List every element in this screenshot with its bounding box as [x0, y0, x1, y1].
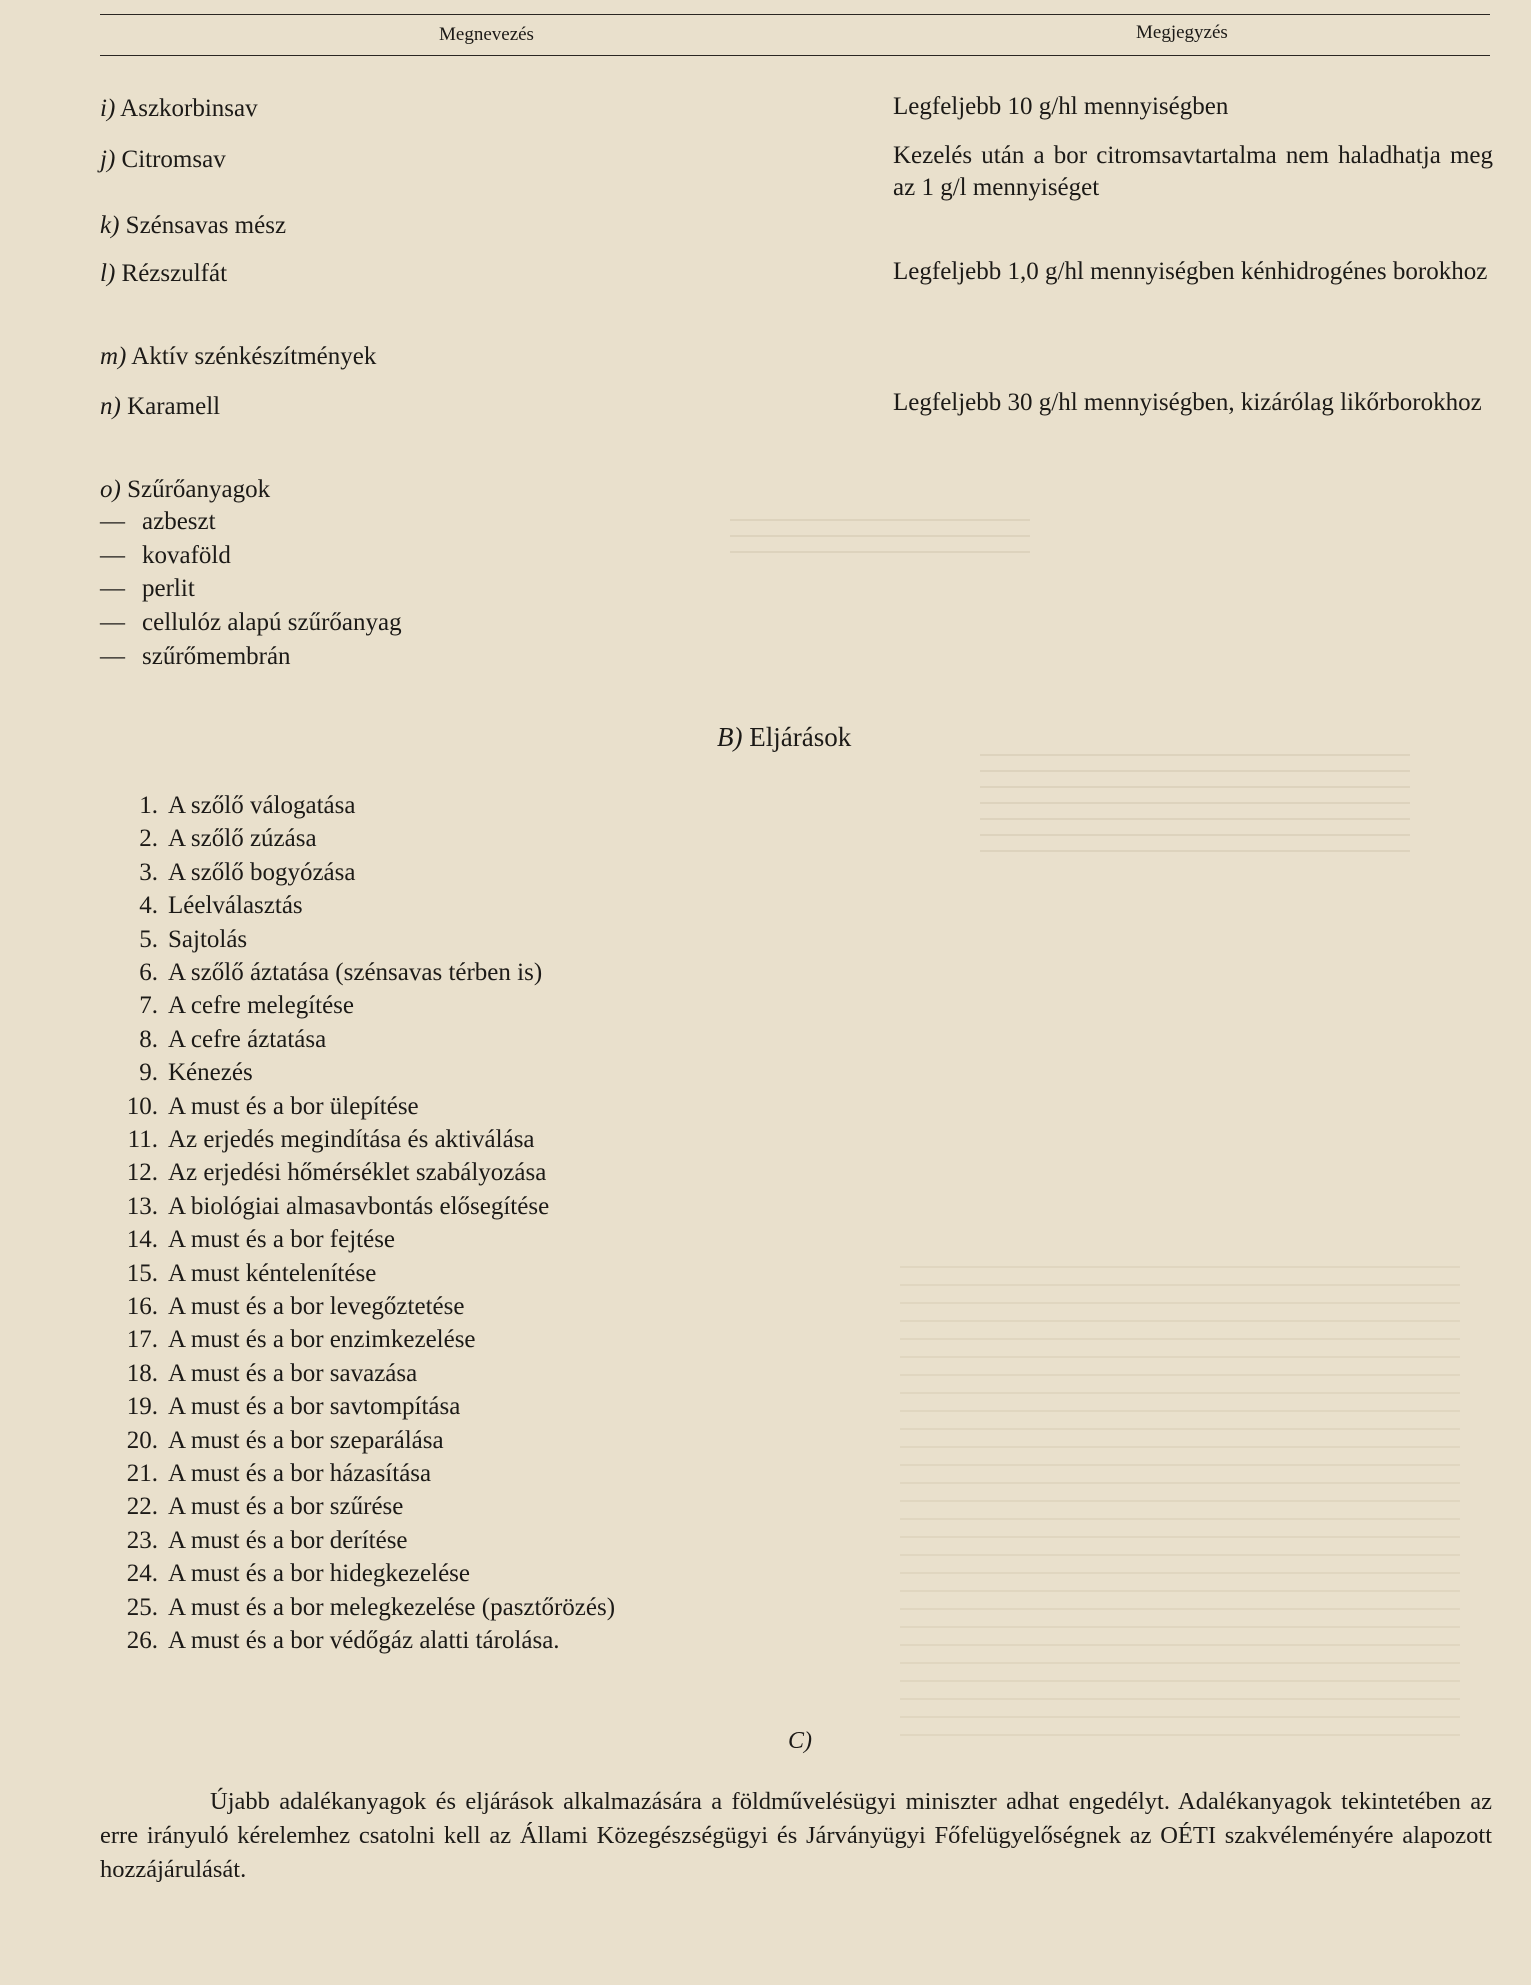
- column-header-name: Megnevezés: [439, 24, 534, 45]
- procedure-text: A must és a bor fejtése: [168, 1226, 396, 1254]
- procedure-number: 9.: [139, 1059, 158, 1087]
- row-name: Szűrőanyagok: [127, 476, 271, 503]
- procedure-item: [104, 1591, 615, 1624]
- procedure-item: [104, 1624, 560, 1657]
- procedure-number: 23.: [126, 1526, 158, 1554]
- filter-item: — perlit: [100, 575, 195, 602]
- procedure-number: 26.: [126, 1627, 158, 1654]
- table-row: [100, 210, 286, 242]
- procedure-text: A must és a bor szeparálása: [168, 1426, 444, 1454]
- filter-item: — cellulóz alapú szűrőanyag: [100, 609, 402, 636]
- procedure-number: 25.: [126, 1593, 158, 1621]
- procedure-number: 5.: [139, 925, 158, 953]
- procedure-text: A szőlő zúzása: [168, 825, 317, 853]
- procedure-number: 1.: [139, 792, 158, 819]
- procedure-number: 18.: [126, 1359, 158, 1387]
- procedure-number: 14.: [126, 1226, 158, 1254]
- procedure-item: [104, 1023, 326, 1056]
- procedure-item: [104, 1190, 549, 1223]
- procedure-text: A szőlő bogyózása: [168, 858, 356, 886]
- procedure-number: 22.: [126, 1493, 158, 1521]
- row-name: Karamell: [127, 393, 221, 420]
- procedure-number: 12.: [126, 1159, 158, 1187]
- procedure-number: 15.: [126, 1259, 158, 1287]
- procedure-number: 7.: [139, 992, 158, 1020]
- procedure-number: 21.: [126, 1460, 158, 1487]
- procedure-number: 4.: [139, 892, 158, 920]
- procedure-item: [104, 1557, 470, 1590]
- procedure-number: 16.: [126, 1293, 158, 1320]
- procedure-item: [104, 989, 354, 1022]
- procedure-item: [104, 1457, 431, 1490]
- row-note: Legfeljebb 10 g/hl mennyiségben: [893, 93, 1229, 120]
- procedure-text: A must és a bor savazása: [168, 1359, 418, 1387]
- procedure-text: A must és a bor védőgáz alatti tárolása.: [168, 1627, 560, 1654]
- procedure-text: A cefre melegítése: [168, 992, 355, 1020]
- procedure-item: [104, 822, 317, 855]
- procedure-text: Az erjedés megindítása és aktiválása: [168, 1126, 535, 1153]
- procedure-item: [104, 789, 355, 822]
- procedure-text: Az erjedési hőmérséklet szabályozása: [168, 1159, 547, 1187]
- procedure-item: [104, 1090, 419, 1123]
- procedure-text: A must kéntelenítése: [168, 1259, 377, 1287]
- row-name: Citromsav: [121, 146, 226, 173]
- table-row: [100, 144, 226, 176]
- procedure-number: 13.: [126, 1192, 158, 1220]
- table-row: [100, 258, 227, 290]
- row-label: j): [100, 146, 116, 173]
- row-name: Rézszulfát: [121, 260, 228, 287]
- procedure-text: A szőlő válogatása: [168, 792, 356, 819]
- procedure-number: 6.: [139, 959, 158, 986]
- procedure-item: [104, 1123, 535, 1156]
- row-note: Kezelés után a bor citromsavtartalma nem haladhatja meg az 1 g/l mennyiséget: [893, 142, 1493, 201]
- column-header-note: Megjegyzés: [1136, 22, 1228, 43]
- row-name: Szénsavas mész: [125, 212, 287, 239]
- procedure-item: [104, 856, 355, 889]
- row-note: Legfeljebb 30 g/hl mennyiségben, kizárólag likőrborokhoz: [893, 389, 1482, 416]
- procedure-text: A must és a bor savtompítása: [168, 1393, 461, 1421]
- procedure-text: A szőlő áztatása (szénsavas térben is): [168, 959, 543, 986]
- row-name: Aszkorbinsav: [120, 95, 258, 122]
- procedure-text: A must és a bor derítése: [168, 1526, 408, 1554]
- table-row: [100, 93, 258, 125]
- filter-item: — szűrőmembrán: [100, 643, 291, 670]
- top-rule: [100, 14, 1490, 15]
- procedure-text: A must és a bor levegőztetése: [168, 1293, 465, 1320]
- procedure-item: [104, 1424, 444, 1457]
- row-note: Legfeljebb 1,0 g/hl mennyiségben kénhidrogénes borokhoz: [893, 258, 1488, 285]
- procedure-text: A must és a bor hidegkezelése: [168, 1560, 470, 1588]
- table-row: [100, 391, 220, 423]
- procedure-item: [104, 1490, 403, 1523]
- procedure-text: A must és a bor enzimkezelése: [168, 1326, 476, 1354]
- procedure-number: 2.: [139, 825, 158, 853]
- procedure-text: A must és a bor ülepítése: [168, 1092, 419, 1120]
- show-through-text: [900, 1250, 1460, 1750]
- procedure-text: Kénezés: [168, 1059, 253, 1087]
- procedure-text: A must és a bor melegkezelése (pasztőrözés): [168, 1593, 616, 1621]
- procedure-item: [104, 1223, 395, 1256]
- procedure-number: 24.: [126, 1560, 158, 1588]
- procedure-text: Sajtolás: [168, 925, 248, 953]
- row-label: n): [100, 393, 121, 420]
- procedure-text: A must és a bor szűrése: [168, 1493, 404, 1521]
- procedure-number: 19.: [126, 1393, 158, 1421]
- section-b-heading: B) Eljárások: [717, 722, 852, 752]
- procedure-item: [104, 1290, 464, 1323]
- show-through-text: [980, 740, 1410, 860]
- show-through-text: [730, 505, 1030, 565]
- procedure-item: [104, 1357, 417, 1390]
- section-c-paragraph: Újabb adalékanyagok és eljárások alkalmazására a földművelésügyi miniszter adhat engedélyt. Adalékanyagok tekintetében az erre irányuló kérelemhez csatolni kell az Állami Közegészségügyi és Járványügyi Főfelügyelőségnek az OÉTI szakvéleményére alapozott hozzájárulását.: [100, 1788, 1492, 1883]
- row-label: m): [100, 343, 127, 370]
- procedure-text: A must és a bor házasítása: [168, 1460, 432, 1487]
- procedure-item: [104, 1156, 546, 1189]
- procedure-text: Léelválasztás: [168, 892, 303, 920]
- procedure-item: [104, 1056, 253, 1089]
- header-rule: [100, 55, 1490, 56]
- table-row: [100, 474, 270, 506]
- row-name: Aktív szénkészítmények: [131, 343, 377, 370]
- procedure-number: 10.: [126, 1092, 158, 1120]
- procedure-number: 20.: [126, 1426, 158, 1454]
- procedure-item: [104, 923, 247, 956]
- row-label: i): [100, 95, 116, 122]
- procedure-item: [104, 1524, 408, 1557]
- procedure-number: 3.: [139, 858, 158, 886]
- row-label: k): [100, 212, 120, 239]
- table-row: [100, 341, 376, 373]
- procedure-item: [104, 1257, 376, 1290]
- filter-item: — azbeszt: [100, 508, 216, 535]
- procedure-item: [104, 1323, 476, 1356]
- procedure-number: 17.: [126, 1326, 158, 1354]
- procedure-text: A cefre áztatása: [168, 1025, 327, 1053]
- row-label: o): [100, 476, 121, 503]
- procedure-text: A biológiai almasavbontás elősegítése: [168, 1192, 550, 1220]
- procedure-number: 11.: [127, 1126, 158, 1153]
- procedure-item: [104, 1390, 460, 1423]
- row-label: l): [100, 260, 116, 287]
- filter-item: — kovaföld: [100, 542, 231, 569]
- section-c-heading: C): [788, 1728, 812, 1754]
- procedure-item: [104, 956, 542, 989]
- procedure-item: [104, 889, 303, 922]
- procedure-number: 8.: [139, 1025, 158, 1053]
